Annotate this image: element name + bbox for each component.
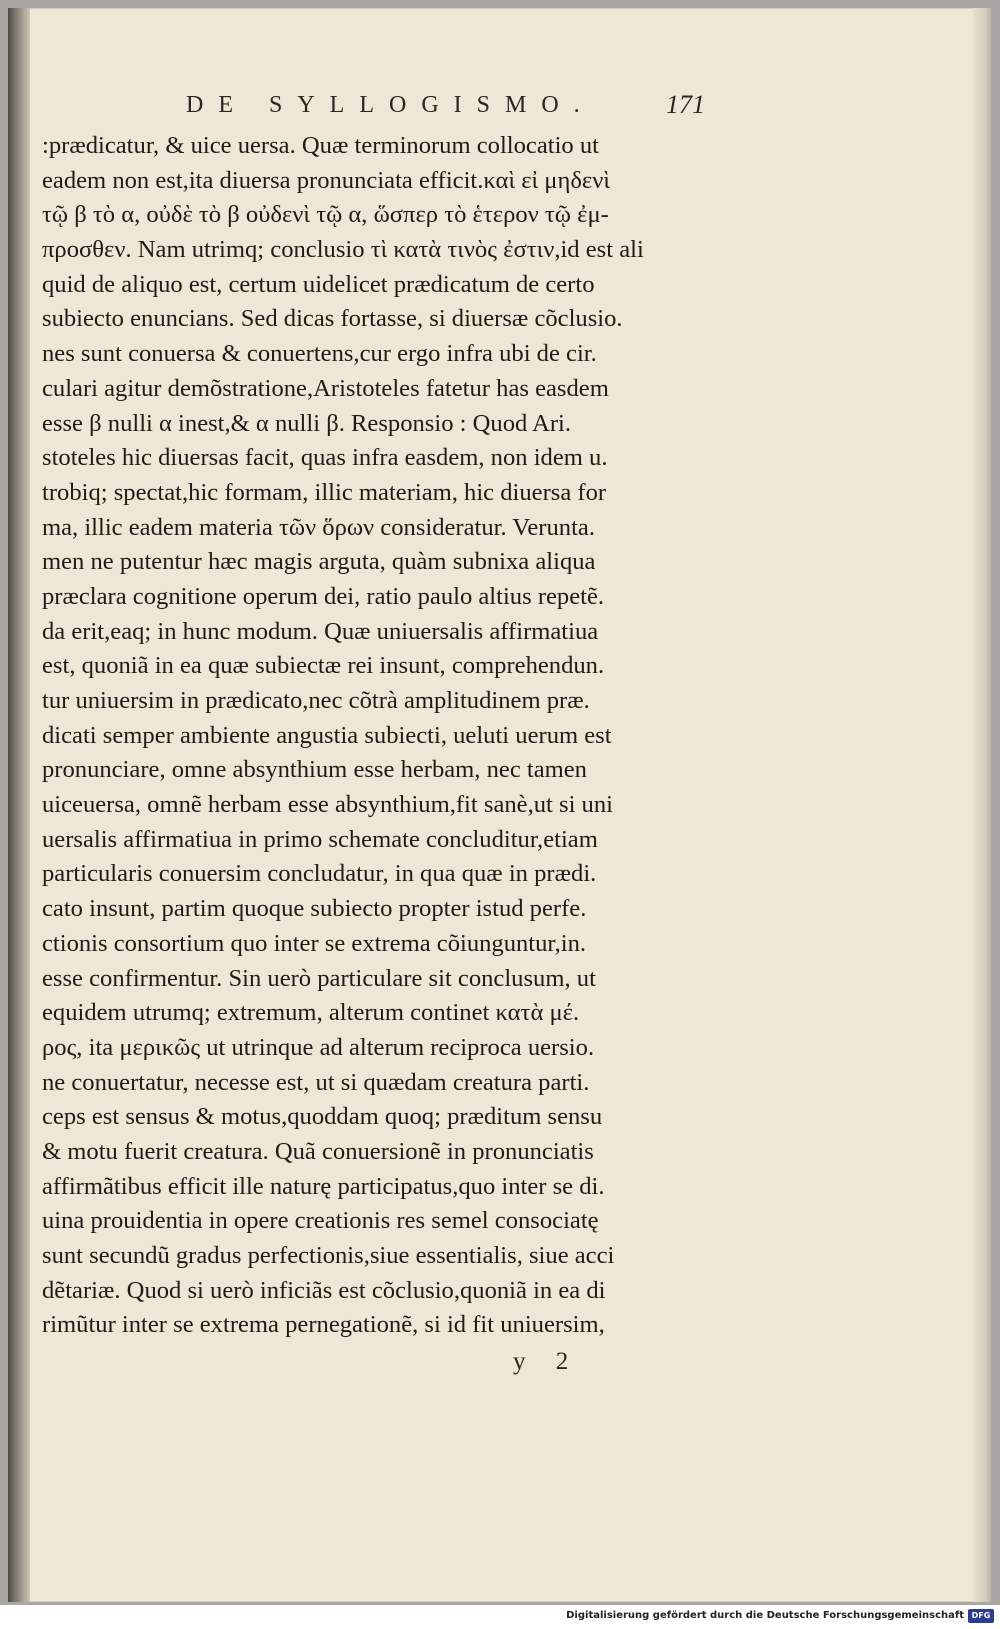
text-line: trobiq; spectat,hic formam, illic materiam, hic diuersa for <box>42 478 607 506</box>
text-line: est, quoniã in ea quæ subiectæ rei insunt, comprehendun. <box>42 652 605 680</box>
text-line: uina prouidentia in opere creationis res semel consociatę <box>42 1207 599 1235</box>
dfg-logo-icon: DFG <box>968 1609 994 1623</box>
text-line: subiecto enuncians. Sed dicas fortasse, si diuersæ cõclusio. <box>42 305 623 333</box>
running-head: DE SYLLOGISMO. <box>186 92 595 118</box>
text-line: da erit,eaq; in hunc modum. Quæ uniuersalis affirmatiua <box>42 617 599 645</box>
funding-credit: Digitalisierung gefördert durch die Deutsche Forschungsgemeinschaft <box>566 1610 964 1621</box>
binding-gutter <box>8 8 30 1602</box>
text-line: ctionis consortium quo inter se extrema cõiunguntur,in. <box>42 929 587 957</box>
text-line: ceps est sensus & motus,quoddam quoq; præditum sensu <box>42 1103 603 1131</box>
text-line: quid de aliquo est, certum uidelicet prædicatum de certo <box>42 270 595 298</box>
signature-mark: y 2 <box>513 1348 581 1375</box>
text-line: uiceuersa, omnẽ herbam esse absynthium,fit sanè,ut si uni <box>42 791 613 819</box>
text-line: προσθεν. Nam utrimq; conclusio τὶ κατὰ τινὸς ἐστιν,id est ali <box>42 236 644 264</box>
text-line: eadem non est,ita diuersa pronunciata efficit.καὶ εἰ μηδενὶ <box>42 166 610 194</box>
text-line: ρος, ita μερικῶς ut utrinque ad alterum reciproca uersio. <box>42 1033 595 1061</box>
text-line: & motu fuerit creatura. Quã conuersionẽ in pronunciatis <box>42 1137 594 1165</box>
text-line: men ne putentur hæc magis arguta, quàm subnixa aliqua <box>42 548 596 576</box>
text-line: esse β nulli α inest,& α nulli β. Responsio : Quod Ari. <box>42 409 572 437</box>
text-line: uersalis affirmatiua in primo schemate concluditur,etiam <box>42 825 598 853</box>
footer-bar <box>0 1605 1000 1629</box>
text-line: præclara cognitione operum dei, ratio paulo altius repetẽ. <box>42 582 605 610</box>
text-line: sunt secundũ gradus perfectionis,siue essentialis, siue acci <box>42 1242 615 1269</box>
text-line: culari agitur demõstratione,Aristoteles fatetur has easdem <box>42 374 609 402</box>
text-line: tur uniuersim in prædicato,nec cõtrà amplitudinem præ. <box>42 687 590 714</box>
text-line: cato insunt, partim quoque subiecto propter istud perfe. <box>42 895 587 923</box>
text-line: pronunciare, omne absynthium esse herbam, nec tamen <box>42 756 587 784</box>
text-line: ma, illic eadem materia τῶν ὅρων consideratur. Verunta. <box>42 513 595 541</box>
text-line: equidem utrumq; extremum, alterum continet κατὰ μέ. <box>42 999 580 1027</box>
book-page <box>8 8 991 1602</box>
text-line: :prædicatur, & uice uersa. Quæ terminorum collocatio ut <box>42 132 600 159</box>
text-line: dẽtariæ. Quod si uerò inficiãs est cõclusio,quoniã in ea di <box>42 1276 606 1304</box>
text-line: τῷ β τὸ α, οὐδὲ τὸ β οὐδενὶ τῷ α, ὥσπερ τὸ ἑτερον τῷ ἐμ- <box>42 201 609 229</box>
page-edge <box>973 8 991 1602</box>
text-line: esse confirmentur. Sin uerò particulare sit conclusum, ut <box>42 964 596 992</box>
text-line: ne conuertatur, necesse est, ut si quædam creatura parti. <box>42 1068 590 1096</box>
text-line: stoteles hic diuersas facit, quas infra easdem, non idem u. <box>42 444 608 472</box>
text-line: rimũtur inter se extrema pernegationẽ, si id fit uniuersim, <box>42 1311 605 1339</box>
text-line: particularis conuersim concludatur, in qua quæ in prædi. <box>42 860 597 888</box>
page-body-text <box>42 129 722 1343</box>
text-line: affirmãtibus efficit ille naturę participatus,quo inter se di. <box>42 1172 605 1200</box>
page-number: 171 <box>666 90 705 119</box>
text-line: nes sunt conuersa & conuertens,cur ergo infra ubi de cir. <box>42 340 597 368</box>
text-line: dicati semper ambiente angustia subiecti, ueluti uerum est <box>42 721 612 749</box>
